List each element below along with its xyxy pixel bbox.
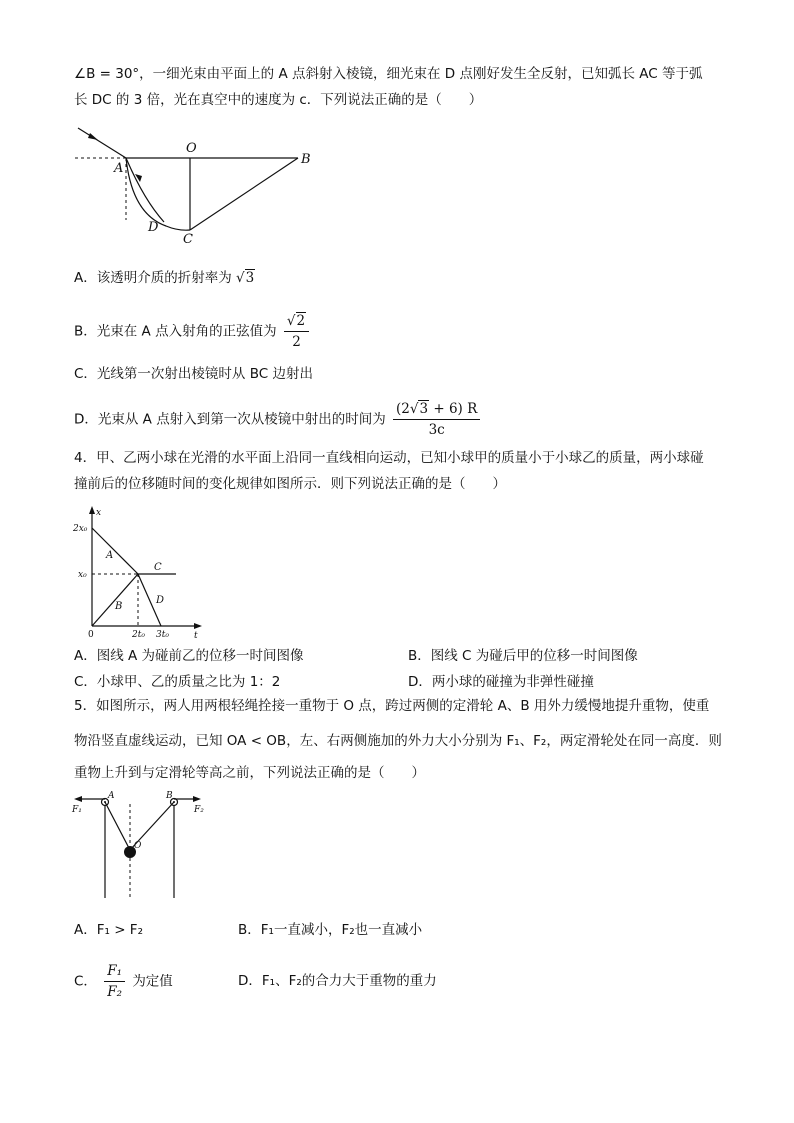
q5-option-c xyxy=(74,962,173,1001)
q5-option-a: A．F₁ > F₂ xyxy=(74,922,143,938)
q3-option-b-text: B．光束在 A 点入射角的正弦值为 xyxy=(74,323,277,340)
q3-label-c: C xyxy=(183,232,193,247)
q5-label-o: O xyxy=(134,841,142,851)
q4-x-axis-label: t xyxy=(194,631,198,641)
q4-option-a: A．图线 A 为碰前乙的位移一时间图像 xyxy=(74,648,304,664)
q3-stem-line1: ∠B = 30°，一细光束由平面上的 A 点斜射入棱镜，细光束在 D 点刚好发生全反射，已知弧长 AC 等于弧 xyxy=(74,66,703,82)
q3-label-a: A xyxy=(114,161,124,176)
q3-option-c: C．光线第一次射出棱镜时从 BC 边射出 xyxy=(74,366,313,382)
q5-stem-line2: 物沿竖直虚线运动，已知 OA < OB，左、右两侧施加的外力大小分别为 F₁、F₂，两定滑轮处在同一高度．则 xyxy=(74,733,722,749)
q4-tick-2x0: 2x₀ xyxy=(73,524,88,534)
q3-option-d xyxy=(74,400,483,439)
q3-option-d-den: 3c xyxy=(428,422,445,438)
q3-option-d-num-pre: (2 xyxy=(396,401,410,417)
q3-option-a-sqrt: √3 xyxy=(236,270,255,286)
q5-option-c-den: F₂ xyxy=(107,984,123,1000)
q5-option-c-num: F₁ xyxy=(104,962,125,982)
q4-y-axis-label: x xyxy=(96,508,102,518)
q3-option-d-num-rad: 3 xyxy=(419,401,429,417)
q4-line-c-label: C xyxy=(154,562,162,573)
q3-prism-figure xyxy=(70,122,320,247)
q4-tick-2t0: 2t₀ xyxy=(132,630,145,640)
q4-line-a-label: A xyxy=(106,550,114,561)
q3-label-o: O xyxy=(186,141,197,156)
q4-option-b: B．图线 C 为碰后甲的位移一时间图像 xyxy=(408,648,638,664)
q5-option-c-fraction xyxy=(104,962,125,1001)
q3-label-b: B xyxy=(301,152,311,167)
q5-option-c-post: 为定值 xyxy=(132,973,173,990)
q5-stem-line1: 5．如图所示，两人用两根轻绳拴接一重物于 O 点，跨过两侧的定滑轮 A、B 用外力缓慢地提升重物，使重 xyxy=(74,698,710,714)
q4-xt-graph xyxy=(70,506,210,641)
q3-option-b-num: 2 xyxy=(296,313,306,329)
q4-origin: 0 xyxy=(88,630,94,640)
q5-stem-line3: 重物上升到与定滑轮等高之前，下列说法正确的是（ ） xyxy=(74,765,425,781)
q5-label-a: A xyxy=(108,791,115,801)
q4-line-d-label: D xyxy=(156,595,165,606)
q3-option-a-text: A．该透明介质的折射率为 xyxy=(74,270,232,286)
q3-option-b xyxy=(74,312,312,351)
q4-option-c: C．小球甲、乙的质量之比为 1：2 xyxy=(74,674,281,690)
q3-option-b-fraction: $\frac{√2}{2}$ xyxy=(284,312,309,351)
q5-label-b: B xyxy=(166,791,173,801)
q4-line-b-label: B xyxy=(115,601,123,612)
q3-option-b-den: 2 xyxy=(292,334,301,350)
q5-label-f2: F₂ xyxy=(194,805,204,815)
q3-option-d-fraction: $\frac{(2√3 + 6) R}{3c}$ xyxy=(393,400,480,439)
q5-option-c-label: C． xyxy=(74,973,97,990)
q4-tick-x0: x₀ xyxy=(78,570,87,580)
q5-option-b: B．F₁一直减小，F₂也一直减小 xyxy=(238,922,423,938)
q4-tick-3t0: 3t₀ xyxy=(156,630,169,640)
q5-pulley-figure xyxy=(70,790,220,902)
q3-option-d-text: D．光束从 A 点射入到第一次从棱镜中射出的时间为 xyxy=(74,411,386,428)
q4-stem-line2: 撞前后的位移随时间的变化规律如图所示．则下列说法正确的是（ ） xyxy=(74,476,506,492)
q3-option-d-num-post: + 6) R xyxy=(429,401,478,417)
q4-stem-line1: 4．甲、乙两小球在光滑的水平面上沿同一直线相向运动，已知小球甲的质量小于小球乙的质量，两小球碰 xyxy=(74,450,704,466)
q4-option-d: D．两小球的碰撞为非弹性碰撞 xyxy=(408,674,594,690)
q3-option-a xyxy=(74,268,255,288)
q3-stem-line2: 长 DC 的 3 倍，光在真空中的速度为 c．下列说法正确的是（ ） xyxy=(74,92,483,108)
q3-label-d: D xyxy=(148,220,159,235)
q5-label-f1: F₁ xyxy=(72,805,82,815)
q3-option-a-radicand: 3 xyxy=(245,270,255,286)
q5-option-d: D．F₁、F₂的合力大于重物的重力 xyxy=(238,973,437,989)
